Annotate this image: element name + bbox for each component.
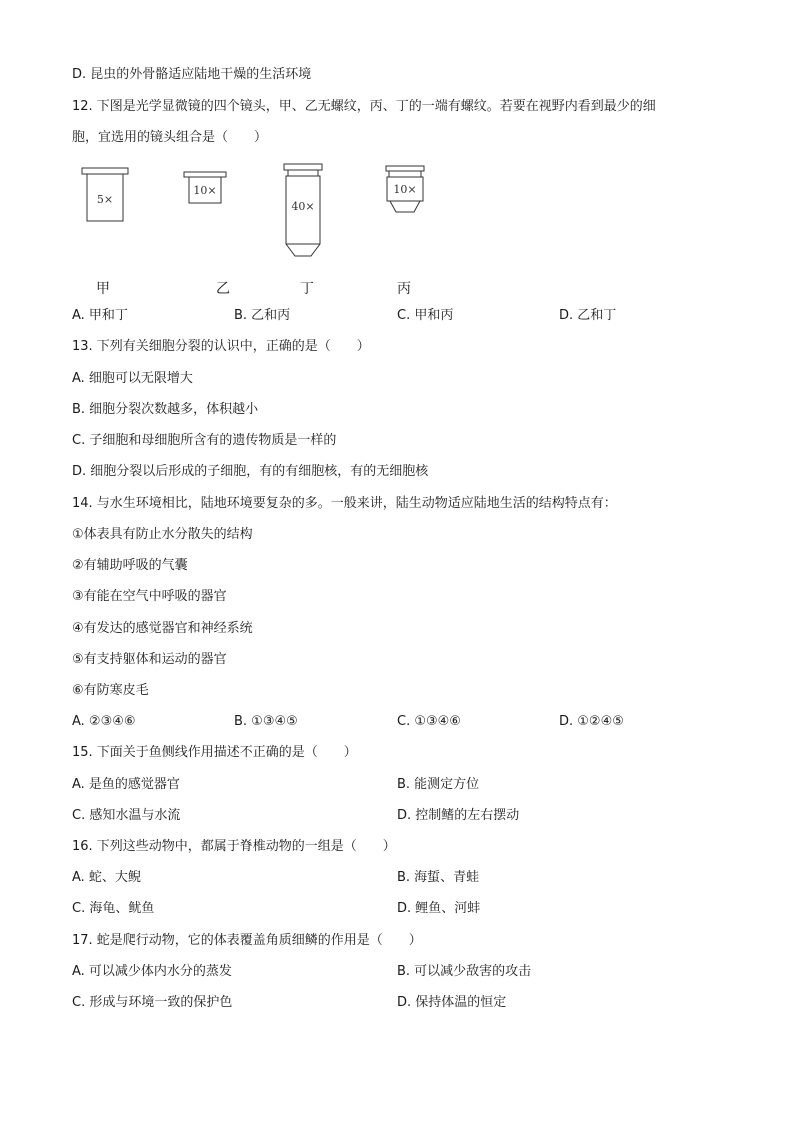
q14-option-c: C. ①③④⑥ xyxy=(397,714,461,729)
q11-option-d: D. 昆虫的外骨骼适应陆地干燥的生活环境 xyxy=(72,67,312,82)
lens-bing-label: 丙 xyxy=(397,281,411,297)
lens-ding-icon xyxy=(284,164,322,256)
q14-item-6: ⑥有防寒皮毛 xyxy=(72,683,149,698)
q15-option-d: D. 控制鳍的左右摆动 xyxy=(397,808,520,823)
q16-option-a: A. 蛇、大鲵 xyxy=(72,870,141,885)
q15-option-b: B. 能测定方位 xyxy=(397,777,480,792)
q12-stem-line1: 12. 下图是光学显微镜的四个镜头，甲、乙无螺纹，丙、丁的一端有螺纹。若要在视野内看到最少的细 xyxy=(72,99,656,114)
lens-jia-icon xyxy=(82,168,128,221)
q14-stem: 14. 与水生环境相比，陆地环境要复杂的多。一般来讲，陆生动物适应陆地生活的结构特点有： xyxy=(72,496,617,511)
q13-stem: 13. 下列有关细胞分裂的认识中，正确的是（ ） xyxy=(72,339,370,354)
lens-yi-magnification: 10× xyxy=(193,184,217,197)
q14-option-d: D. ①②④⑤ xyxy=(559,714,624,729)
q12-option-b: B. 乙和丙 xyxy=(234,308,291,323)
q13-option-c: C. 子细胞和母细胞所含有的遗传物质是一样的 xyxy=(72,433,337,448)
q16-stem: 16. 下列这些动物中，都属于脊椎动物的一组是（ ） xyxy=(72,839,396,854)
q14-item-3: ③有能在空气中呼吸的器官 xyxy=(72,589,227,604)
q12-stem-line2: 胞，宜选用的镜头组合是（ ） xyxy=(72,130,268,145)
q16-option-b: B. 海蜇、青蛙 xyxy=(397,870,480,885)
lens-bing-icon xyxy=(386,166,424,212)
lens-ding-magnification: 40× xyxy=(291,200,315,213)
q14-option-a: A. ②③④⑥ xyxy=(72,714,136,729)
q16-option-d: D. 鲤鱼、河蚌 xyxy=(397,901,481,916)
lens-ding-label: 丁 xyxy=(300,281,314,297)
q16-option-c: C. 海龟、鱿鱼 xyxy=(72,901,155,916)
q17-option-b: B. 可以减少敌害的攻击 xyxy=(397,964,532,979)
q15-stem: 15. 下面关于鱼侧线作用描述不正确的是（ ） xyxy=(72,745,357,760)
q13-option-b: B. 细胞分裂次数越多，体积越小 xyxy=(72,402,259,417)
q12-option-c: C. 甲和丙 xyxy=(397,308,454,323)
lens-jia-label: 甲 xyxy=(96,281,110,297)
q14-item-4: ④有发达的感觉器官和神经系统 xyxy=(72,621,253,636)
microscope-lens-figure xyxy=(70,158,450,268)
q17-stem: 17. 蛇是爬行动物，它的体表覆盖角质细鳞的作用是（ ） xyxy=(72,933,422,948)
q15-option-a: A. 是鱼的感觉器官 xyxy=(72,777,180,792)
q14-option-b: B. ①③④⑤ xyxy=(234,714,298,729)
q17-option-a: A. 可以减少体内水分的蒸发 xyxy=(72,964,232,979)
lens-jia-magnification: 5× xyxy=(96,193,114,206)
q12-option-d: D. 乙和丁 xyxy=(559,308,617,323)
q13-option-a: A. 细胞可以无限增大 xyxy=(72,371,193,386)
lens-bing-magnification: 10× xyxy=(393,183,417,196)
q12-option-a: A. 甲和丁 xyxy=(72,308,128,323)
lens-yi-label: 乙 xyxy=(216,281,230,297)
q17-option-c: C. 形成与环境一致的保护色 xyxy=(72,995,233,1010)
q14-item-2: ②有辅助呼吸的气囊 xyxy=(72,558,188,573)
q14-item-5: ⑤有支持躯体和运动的器官 xyxy=(72,652,227,667)
q14-item-1: ①体表具有防止水分散失的结构 xyxy=(72,527,253,542)
lens-yi-icon xyxy=(184,172,226,203)
q13-option-d: D. 细胞分裂以后形成的子细胞，有的有细胞核，有的无细胞核 xyxy=(72,464,429,479)
q17-option-d: D. 保持体温的恒定 xyxy=(397,995,507,1010)
q15-option-c: C. 感知水温与水流 xyxy=(72,808,181,823)
